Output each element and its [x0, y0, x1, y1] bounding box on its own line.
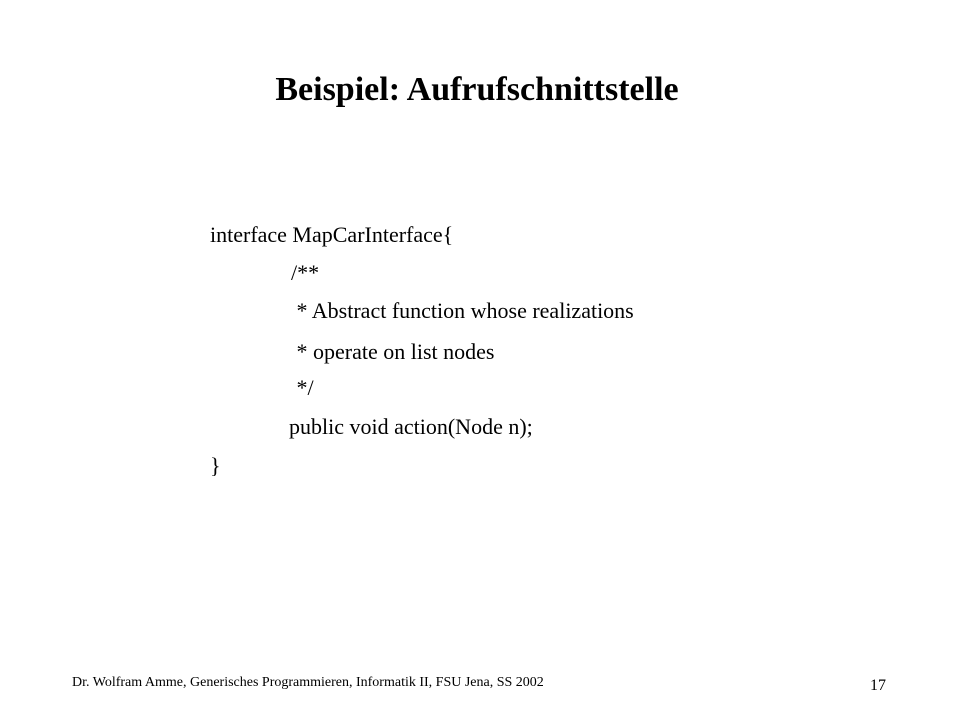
- code-line-comment-close: */: [291, 375, 314, 400]
- code-line-method: public void action(Node n);: [289, 414, 533, 439]
- footer-credit: Dr. Wolfram Amme, Generisches Programmieren, Informatik II, FSU Jena, SS 2002: [72, 675, 544, 690]
- code-line-comment-1: * Abstract function whose realizations: [291, 298, 634, 323]
- code-line-interface: interface MapCarInterface{: [210, 222, 454, 247]
- page-number: 17: [870, 677, 886, 694]
- code-line-comment-open: /**: [291, 260, 320, 285]
- code-line-closing-brace: }: [210, 453, 221, 478]
- slide-title: Beispiel: Aufrufschnittstelle: [275, 71, 679, 108]
- code-line-comment-2: * operate on list nodes: [291, 339, 495, 364]
